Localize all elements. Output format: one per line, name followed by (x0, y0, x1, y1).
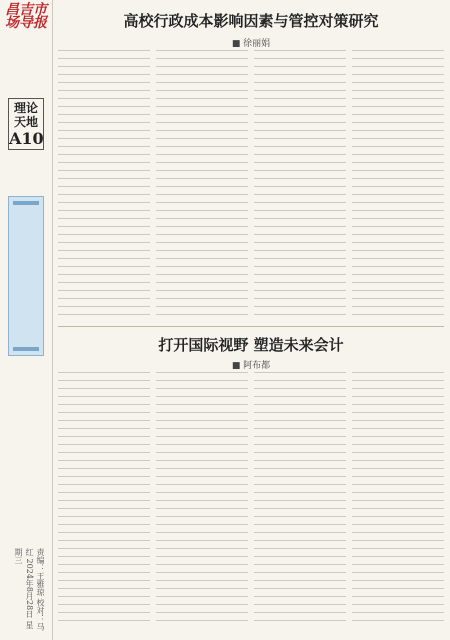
banner-top-bar (13, 201, 39, 205)
article-2-column-1 (58, 372, 150, 628)
article-1-author: ■ 徐丽娟 (231, 39, 271, 49)
page-meta: 责编：王雅琼 校对：马红 2024年8月28日 星期三 (14, 548, 45, 631)
banner-text (15, 215, 37, 337)
article-2-column-2 (156, 372, 248, 628)
article-1-column-2 (156, 50, 248, 320)
article-1-column-1 (58, 50, 150, 320)
article-2-headline: 打开国际视野 塑造未来会计 (158, 336, 344, 354)
article-divider (58, 326, 444, 327)
masthead-logo: 昌吉市场导报 (5, 2, 47, 31)
section-label (8, 98, 44, 150)
article-2-column-4 (352, 372, 444, 628)
article-1-column-4 (352, 50, 444, 320)
section-title: 理论天地 (13, 101, 38, 129)
article-2-author: ■ 阿布都 (231, 361, 271, 371)
vertical-banner (8, 196, 44, 356)
article-1-headline: 高校行政成本影响因素与管控对策研究 (123, 12, 379, 30)
sidebar (0, 0, 53, 640)
section-code: A10 (9, 129, 44, 148)
article-2-column-3 (254, 372, 346, 628)
article-1-column-3 (254, 50, 346, 320)
banner-bottom-bar (13, 347, 39, 351)
main-content (58, 6, 444, 634)
